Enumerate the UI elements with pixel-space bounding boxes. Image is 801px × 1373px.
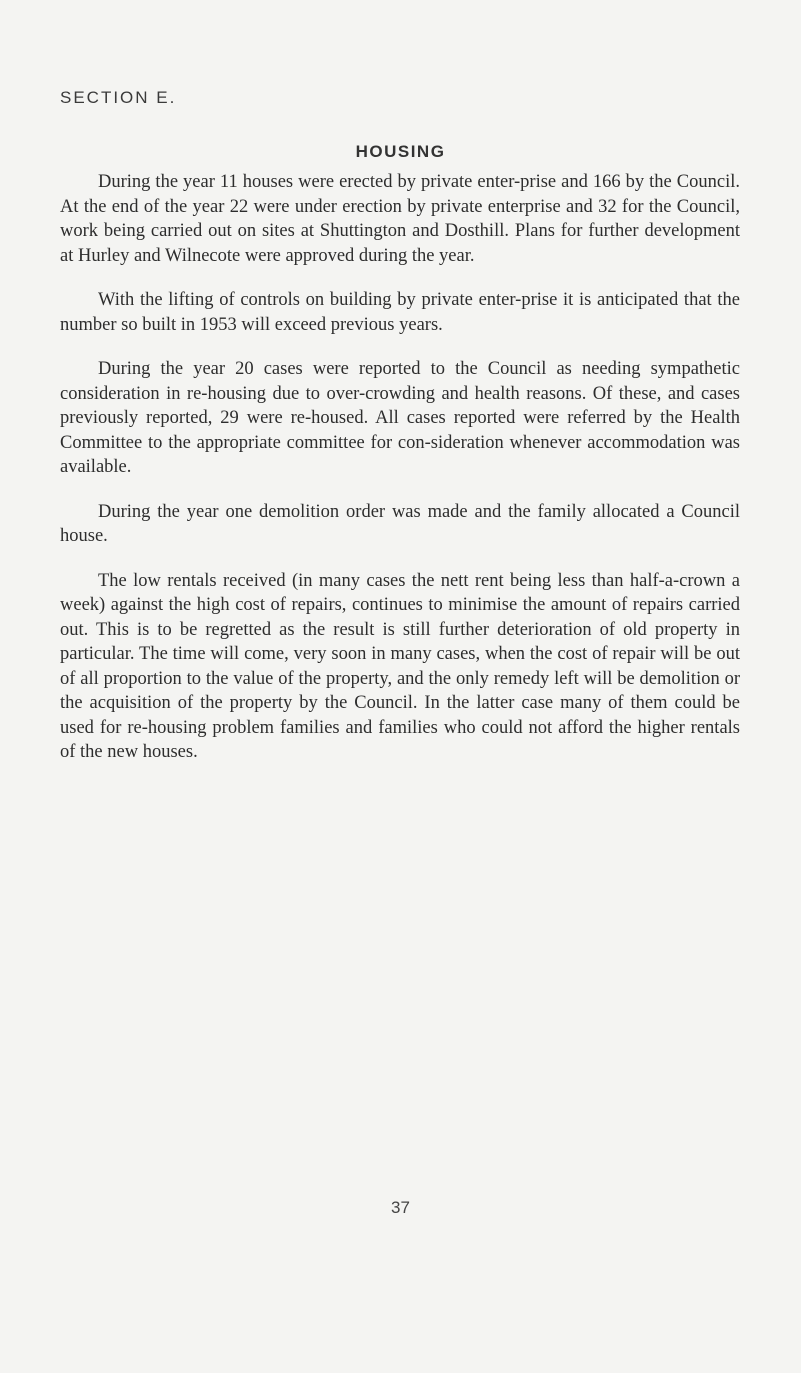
section-label: SECTION E. [60, 88, 177, 107]
body-text [60, 170, 740, 785]
paragraph-rehousing-cases: During the year 20 cases were reported to the Council as needing sympathetic consideration in re-housing due to over-crowding and health reasons. Of these, and cases previously reported, 29 were re-housed. All cases reported were referred by the Health Committee to the appropriate committee for con-sideration whenever accommodation was available. [60, 359, 740, 477]
paragraph-new-houses: During the year 11 houses were erected by private enter-prise and 166 by the Council. At the end of the year 22 were under erection by private enterprise and 32 for the Council, work being carried out on sites at Shuttington and Dosthill. Plans for further development at Hurley and Wilnecote were approved during the year. [60, 172, 740, 266]
paragraph-rentals-repairs: The low rentals received (in many cases the nett rent being less than half-a-crown a week) against the high cost of repairs, continues to minimise the amount of repairs carried out. This is to be regretted as the result is still further deterioration of old property in particular. The time will come, very soon in many cases, when the cost of repair will be out of all proportion to the value of the property, and the only remedy left will be demolition or the acquisition of the property by the Council. In the latter case many of them could be used for re-housing problem families and families who could not afford the higher rentals of the new houses. [60, 570, 740, 762]
paragraph-controls: With the lifting of controls on building by private enter-prise it is anticipated that the number so built in 1953 will exceed previous years. [60, 290, 740, 335]
page-number: 37 [391, 1198, 410, 1217]
paragraph-demolition-order: During the year one demolition order was made and the family allocated a Council house. [60, 501, 740, 546]
page-title: HOUSING [355, 142, 446, 161]
